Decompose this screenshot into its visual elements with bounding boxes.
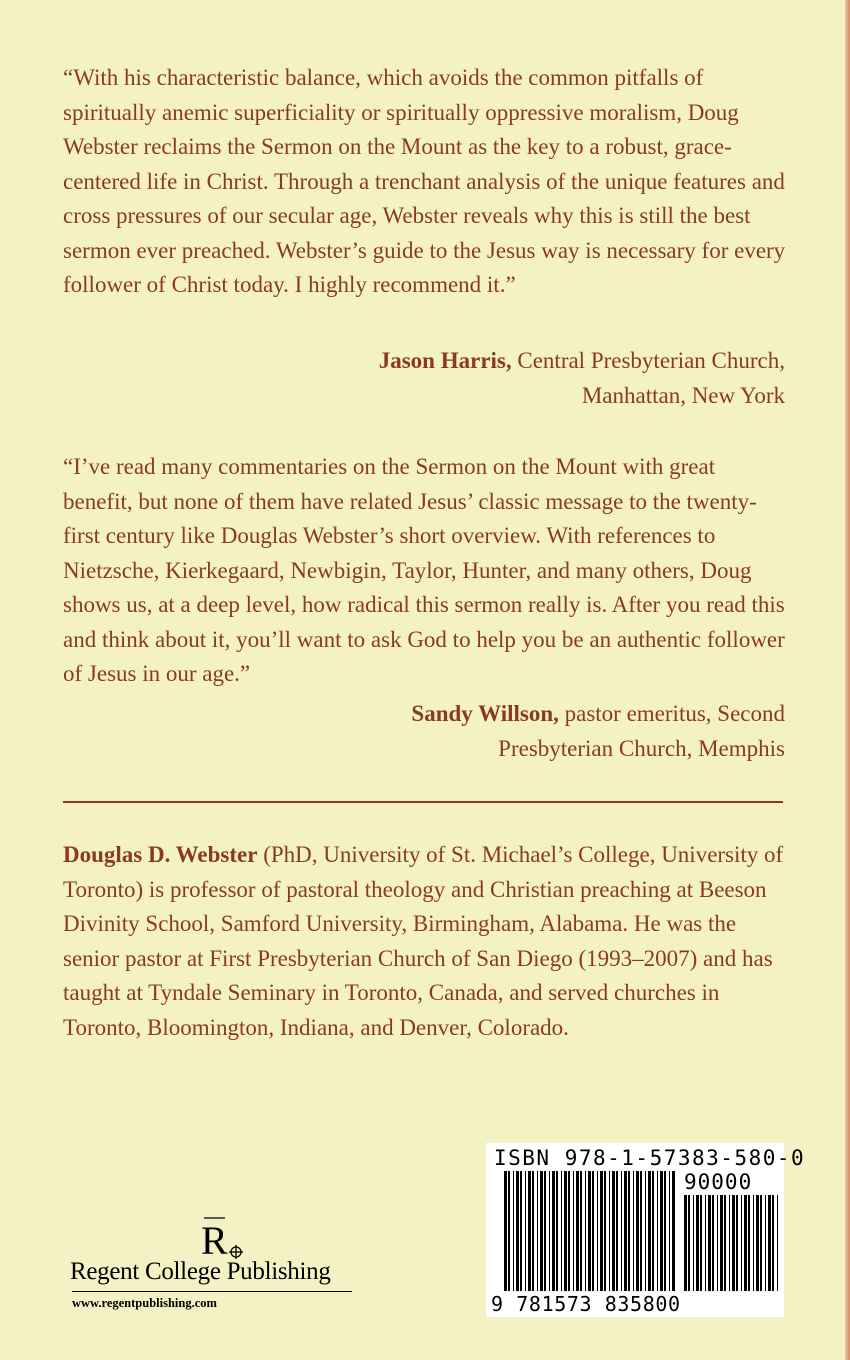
author-bio-text: (PhD, University of St. Michael’s College, University of Toronto) is professor of pastoral theology and Christian preaching at Beeson Divinity School, Samford University, Birmingham, Alabama. He was the senior pastor at First Presbyterian Church of San Diego (1993–2007) and has taught at Tyndale Seminary in Toronto, Canada, and served churches in Toronto, Bloomington, Indiana, and Denver, Colorado. (63, 842, 784, 1040)
endorser-affiliation-2b: Presbyterian Church, Memphis (498, 735, 785, 761)
publisher-rule (72, 1291, 352, 1292)
isbn-barcode (486, 1143, 806, 1317)
section-divider (63, 801, 783, 803)
svg-text:R: R (201, 1218, 228, 1263)
author-bio (63, 838, 788, 1045)
publisher-logo (70, 1212, 360, 1317)
publisher-url: www.regentpublishing.com (72, 1296, 217, 1310)
endorsement-attribution-2 (185, 697, 785, 766)
endorsement-quote-2: “I’ve read many commentaries on the Sermon on the Mount with great benefit, but none of them have related Jesus’ classic message to the twenty-first century like Douglas Webster’s short overview. With references to Nietzsche, Kierkegaard, Newbigin, Taylor, Hunter, and many others, Doug shows us, at a deep level, how radical this sermon really is. After you read this and think about it, you’ll want to ask God to help you be an authentic follower of Jesus in our age.” (63, 454, 785, 686)
isbn-label: ISBN 978-1-57383-580-0 (494, 1146, 806, 1170)
barcode-addon-digits: 90000 (684, 1170, 753, 1194)
endorser-name-2: Sandy Willson, (411, 701, 559, 726)
barcode-digits: 9 781573 835800 (491, 1292, 681, 1316)
endorsement-attribution-1 (185, 344, 785, 413)
endorser-affiliation-1a: Central Presbyterian Church, (517, 348, 785, 373)
endorsement-quote-1: “With his characteristic balance, which avoids the common pitfalls of spiritually anemic superficiality or spiritually oppressive moralism, Doug Webster reclaims the Sermon on the Mount as the key to a robust, grace-centered life in Christ. Through a trenchant analysis of the unique features and cross pressures of our secular age, Webster reveals why this is still the best sermon ever preached. Webster’s guide to the Jesus way is necessary for every follower of Christ today. I highly recommend it.” (63, 65, 786, 297)
endorser-affiliation-2a: pastor emeritus, Second (564, 701, 785, 726)
barcode-bars (486, 1143, 784, 1317)
publisher-name: Regent College Publishing (70, 1258, 331, 1285)
cover-edge (845, 0, 850, 1360)
endorser-affiliation-1b: Manhattan, New York (581, 382, 785, 408)
endorser-name-1: Jason Harris, (378, 348, 512, 373)
author-name: Douglas D. Webster (63, 842, 258, 867)
